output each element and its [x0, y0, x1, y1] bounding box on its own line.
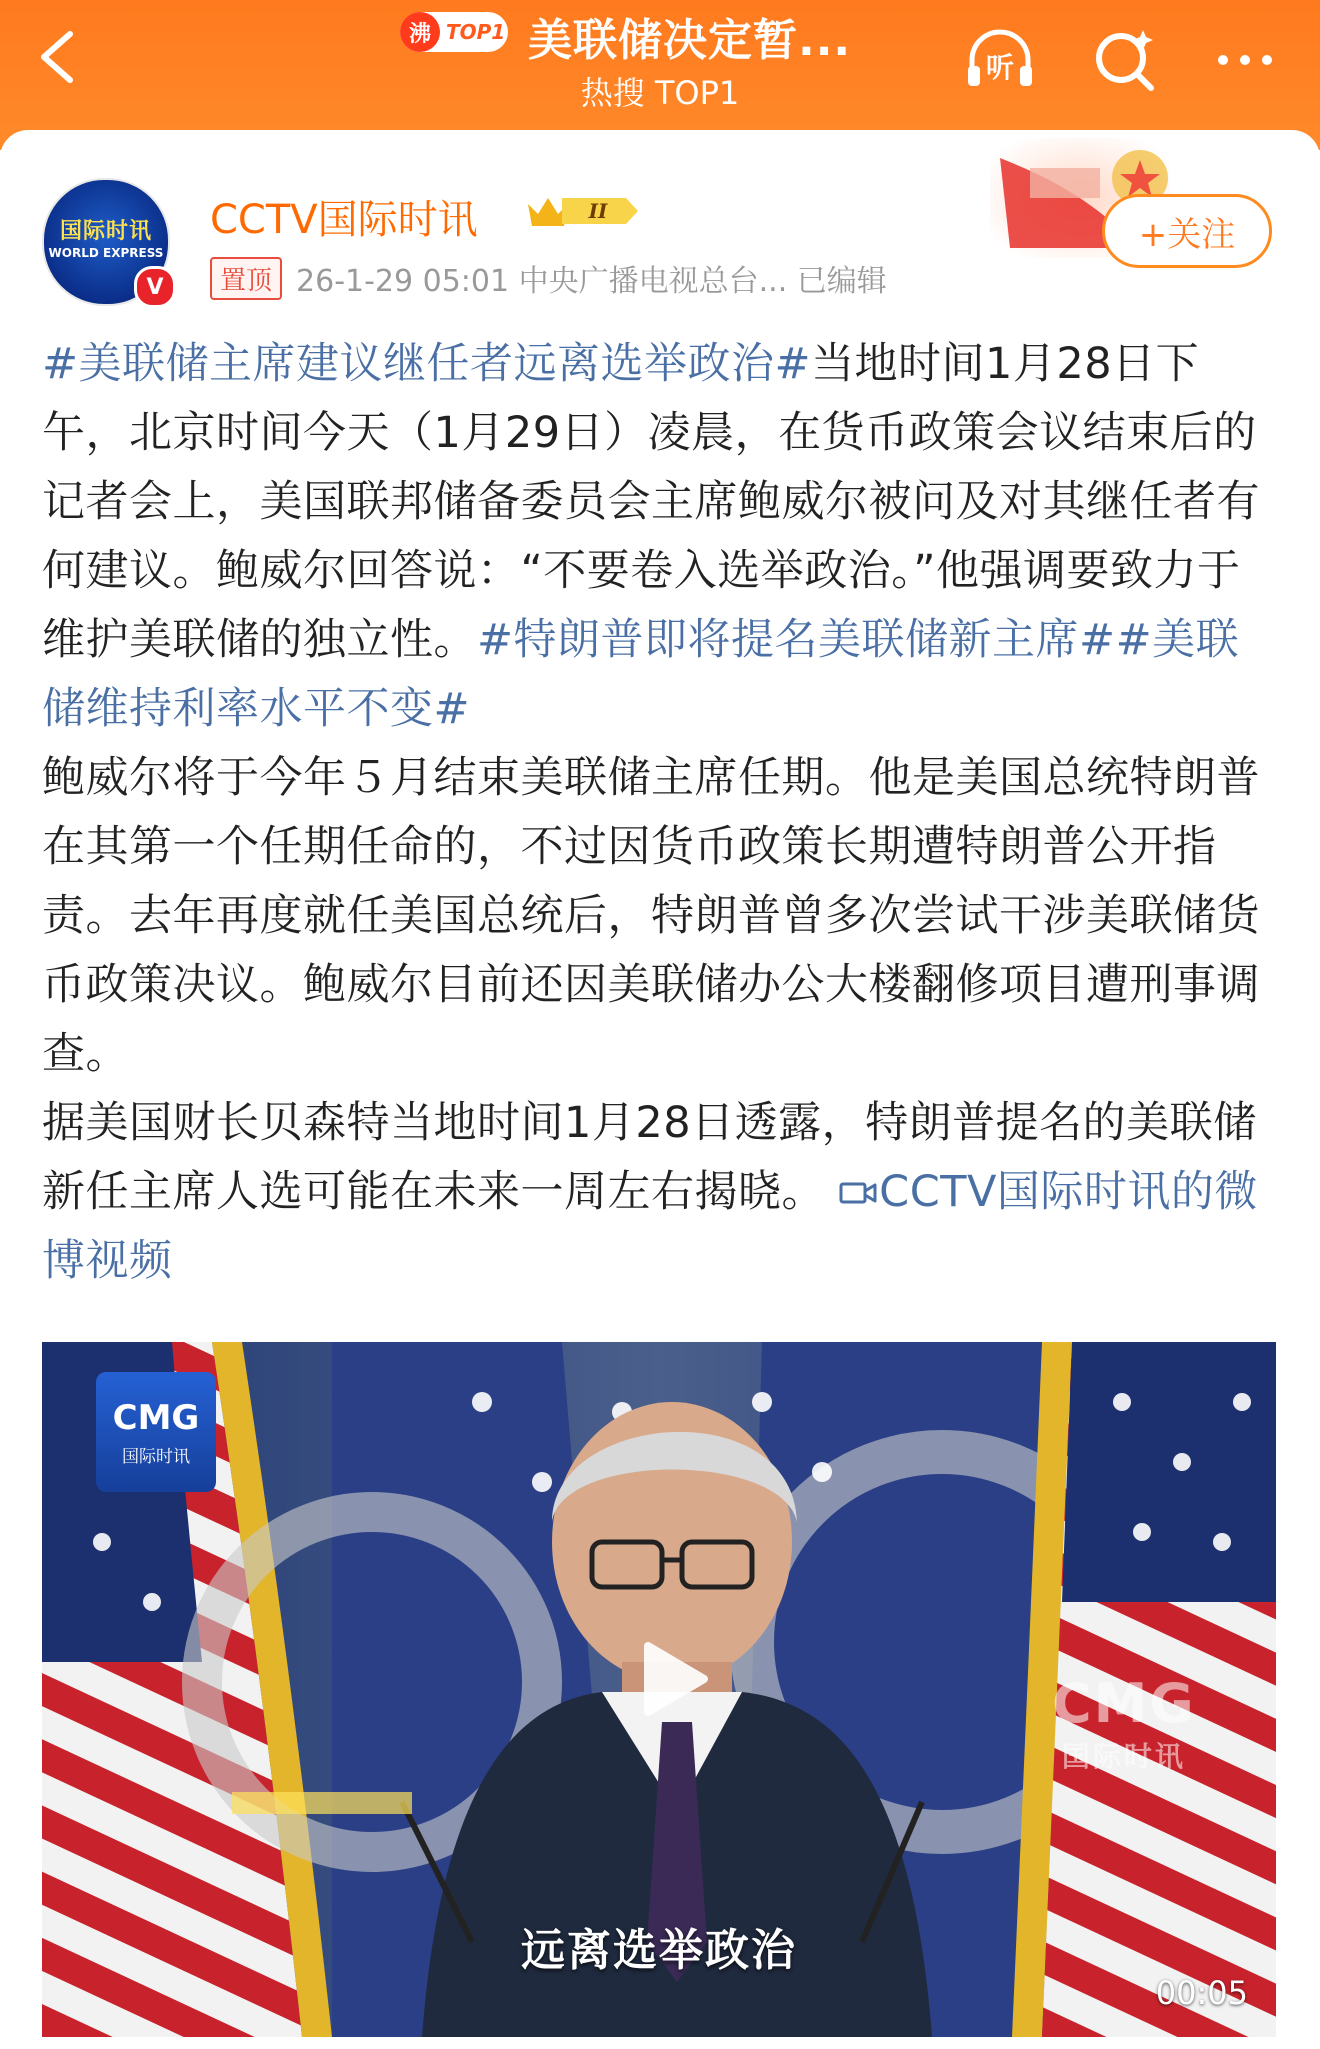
post-meta: [210, 256, 887, 300]
cmg-watermark: [1052, 1672, 1196, 1775]
top1-label: TOP1: [446, 20, 506, 44]
paragraph-2: 鲍威尔将于今年５月结束美联储主席任期。他是美国总统特朗普在其第一个任期任命的，不过因货币政策长期遭特朗普公开指责。去年再度就任美国总统后，特朗普曾多次尝试干涉美联储货币政策决议。鲍威尔目前还因美联储办公大楼翻修项目遭刑事调查。: [42, 753, 1260, 1079]
follow-button[interactable]: +关注: [1102, 194, 1272, 268]
more-button[interactable]: [1205, 20, 1285, 100]
watermark-text: CMG: [1052, 1672, 1196, 1735]
listen-label: 听: [985, 51, 1015, 84]
paragraph-text: 据美国财长贝森特当地时间1月28日透露，特朗普提名的美联储新任主席人选可能在未来一周左右揭晓。: [42, 1098, 1257, 1217]
top-bar: [0, 0, 1320, 150]
search-icon: [1085, 20, 1165, 100]
play-icon[interactable]: [626, 1634, 716, 1724]
avatar-subtitle: WORLD EXPRESS: [48, 246, 164, 260]
vip-crown-badge: [522, 188, 642, 234]
video-link-label: CCTV国际时讯的微博视频: [42, 1167, 1258, 1286]
video-duration: 00:05: [1155, 1974, 1248, 2012]
paragraph-text: 当地时间1月28日下午，北京时间今天（1月29日）凌晨，在货币政策会议结束后的记者会上，美国联邦储备委员会主席鲍威尔被问及对其继任者有何建议。鲍威尔回答说：“不要卷入选举政治。”他强调要致力于维护美联储的独立性。: [42, 339, 1260, 665]
avatar-title: 国际时讯: [59, 219, 152, 244]
search-button[interactable]: [1085, 20, 1165, 100]
video-camera-icon: [839, 1178, 879, 1208]
paragraph-1: [42, 330, 1282, 744]
hashtag-link[interactable]: #美联储主席建议继任者远离选举政治#: [42, 339, 812, 389]
pinned-tag: 置顶: [210, 257, 282, 300]
video-subtitle: 远离选举政治: [521, 1925, 797, 1976]
video-player[interactable]: [42, 1342, 1276, 2037]
post-body: [42, 330, 1282, 1296]
listen-button[interactable]: [960, 20, 1040, 100]
more-dots-icon: [1205, 20, 1285, 100]
page-title: 美联储决定暂...: [528, 15, 852, 66]
hot-search-badge: [400, 12, 508, 52]
hashtag-link[interactable]: #美联储维持利率水平不变#: [42, 615, 1240, 734]
cmg-logo-subtext: 国际时讯: [122, 1447, 190, 1467]
post-meta-text: 26-1-29 05:01 中央广播电视总台... 已编辑: [296, 264, 887, 299]
cmg-logo: [96, 1372, 216, 1492]
hashtag-link[interactable]: #特朗普即将提名美联储新主席#: [477, 615, 1116, 665]
page-subtitle: 热搜 TOP1: [580, 74, 740, 112]
vip-level: II: [588, 199, 608, 223]
watermark-subtext: 国际时讯: [1061, 1740, 1186, 1773]
headphones-icon: [960, 20, 1040, 100]
paragraph-3: [42, 1089, 1282, 1296]
cmg-logo-text: CMG: [112, 1398, 200, 1438]
hot-icon: 沸: [400, 12, 440, 52]
verified-badge: V: [134, 266, 176, 308]
author-name[interactable]: CCTV国际时讯: [210, 197, 478, 243]
